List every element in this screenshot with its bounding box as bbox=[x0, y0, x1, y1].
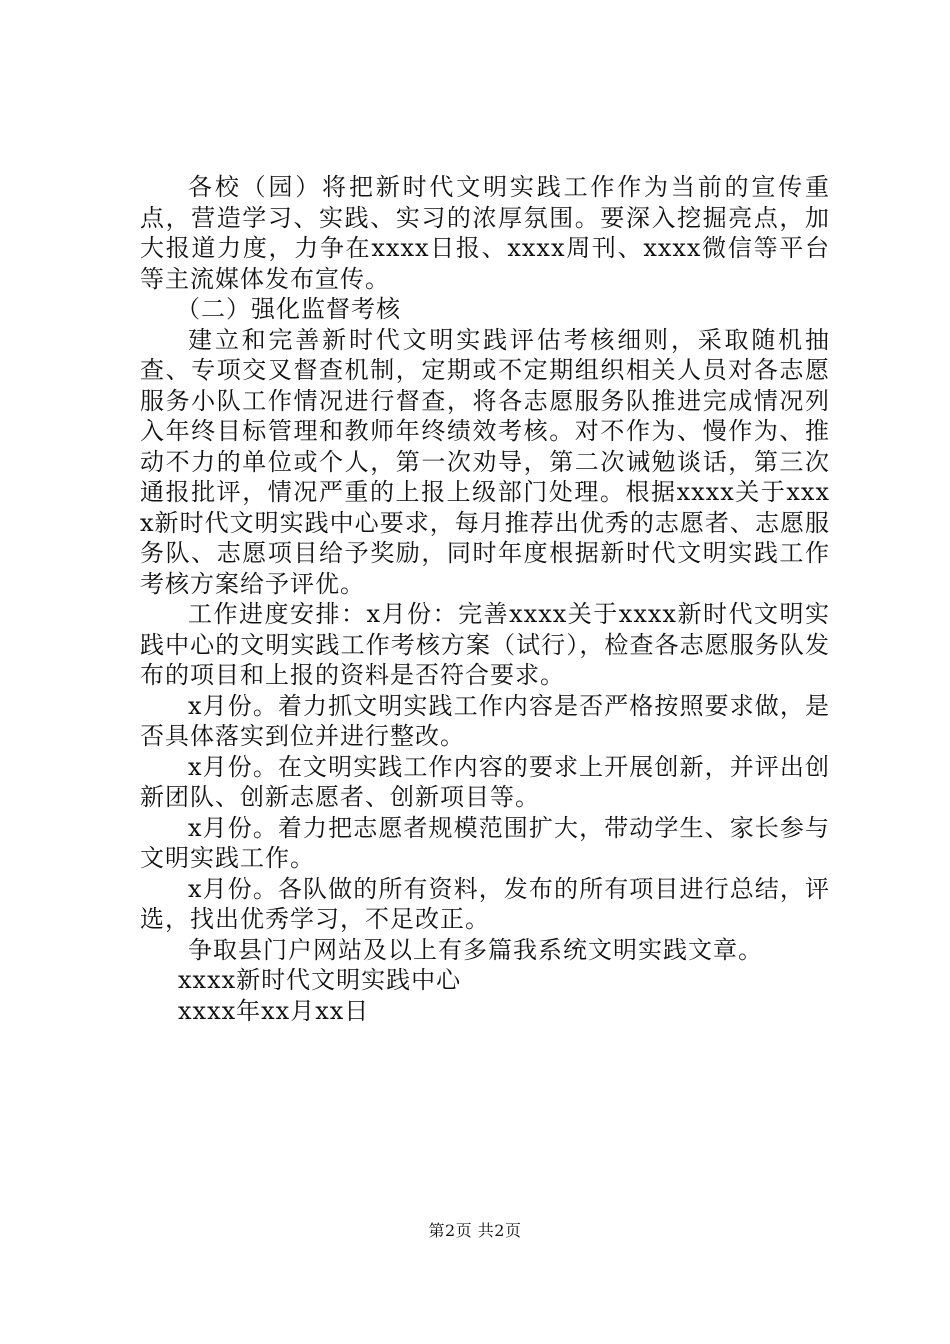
paragraph-schedule: 工作进度安排：x月份：完善xxxx关于xxxx新时代文明实践中心的文明实践工作考核方案（试行），检查各志愿服务队发布的项目和上报的资料是否符合要求。 bbox=[140, 600, 830, 689]
section-heading-supervision: （二）强化监督考核 bbox=[176, 295, 401, 323]
paragraph-goal: 争取县门户网站及以上有多篇我系统文明实践文章。 bbox=[188, 935, 763, 964]
signature-organization: xxxx新时代文明实践中心 bbox=[178, 966, 462, 994]
signature-date: xxxx年xx月xx日 bbox=[178, 996, 370, 1025]
paragraph-publicity: 各校（园）将把新时代文明实践工作作为当前的宣传重点，营造学习、实践、实习的浓厚氛围。要深入挖掘亮点，加大报道力度，力争在xxxx日报、xxxx周刊、xxxx微信等平台等主流媒体发布宣传。 bbox=[140, 173, 830, 293]
page-number-footer: 第2页 共2页 bbox=[428, 1221, 522, 1240]
paragraph-month-2: x月份。着力抓文明实践工作内容是否严格按照要求做，是否具体落实到位并进行整改。 bbox=[140, 691, 830, 750]
paragraph-month-3: x月份。在文明实践工作内容的要求上开展创新，并评出创新团队、创新志愿者、创新项目等。 bbox=[140, 752, 830, 811]
paragraph-month-4: x月份。着力把志愿者规模范围扩大，带动学生、家长参与文明实践工作。 bbox=[140, 813, 830, 872]
paragraph-assessment: 建立和完善新时代文明实践评估考核细则，采取随机抽查、专项交叉督查机制，定期或不定期组织相关人员对各志愿服务小队工作情况进行督查，将各志愿服务队推进完成情况列入年终目标管理和教师年终绩效考核。对不作为、慢作为、推动不力的单位或个人，第一次劝导，第二次诫勉谈话，第三次通报批评，情况严重的上报上级部门处理。根据xxxx关于xxxx新时代文明实践中心要求，每月推荐出优秀的志愿者、志愿服务队、志愿项目给予奖励，同时年度根据新时代文明实践工作考核方案给予评优。 bbox=[140, 325, 830, 598]
document-body bbox=[140, 172, 830, 1026]
paragraph-month-5: x月份。各队做的所有资料，发布的所有项目进行总结，评选，找出优秀学习，不足改正。 bbox=[140, 874, 830, 933]
